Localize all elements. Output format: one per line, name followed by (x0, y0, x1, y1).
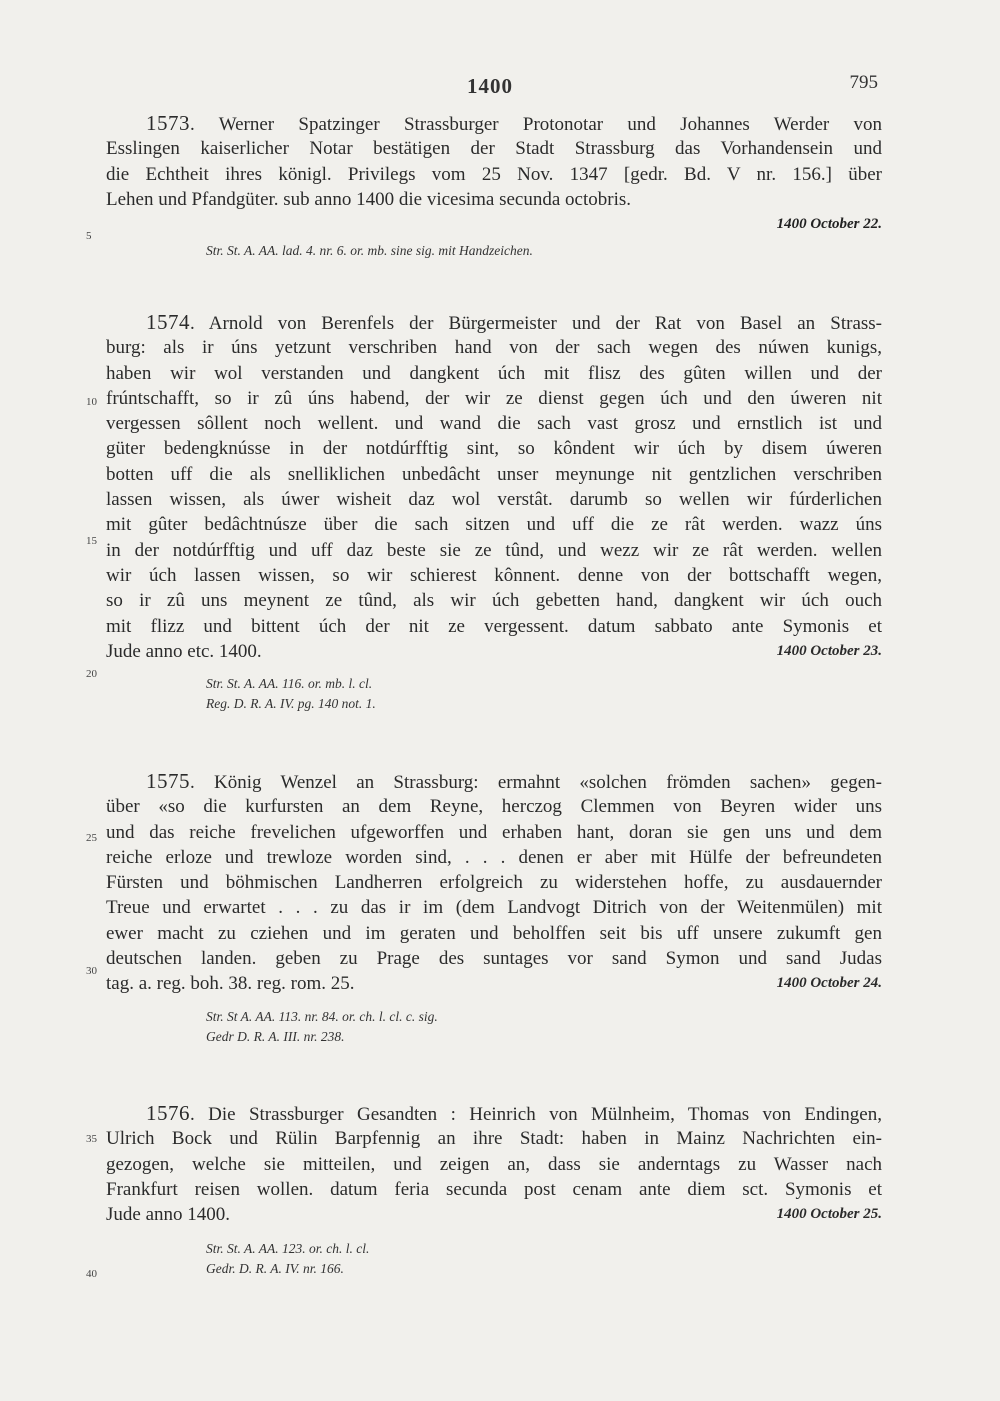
entry-last-line (106, 971, 882, 996)
entry-text-line: ewer macht zu cziehen und im geraten und beholffen seit bis uff unsere zukumft gen (106, 922, 882, 944)
entry-last-line (106, 1202, 882, 1227)
entry-text-line: gezogen, welche sie mitteilen, und zeigen an, dass sie anderntags zu Wasser nach (106, 1153, 882, 1175)
entry-text-line: Ulrich Bock und Rülin Barpfennig an ihre Stadt: haben in Mainz Nachrichten ein- (106, 1128, 882, 1150)
line-number-margin: 30 (86, 965, 97, 977)
entry-text-line: güter bedengknússe in der notdúrfftig sint, so kôndent wir úch by disem úweren (106, 438, 882, 460)
entry-number: 1573 (146, 111, 190, 135)
entry-date: 1400 October 25. (776, 1206, 882, 1223)
line-number-margin: 40 (86, 1268, 97, 1280)
page-number: 795 (849, 72, 878, 93)
source-citation: Gedr D. R. A. III. nr. 238. (206, 1028, 345, 1044)
entry-text-line: die Echtheit ihres königl. Privilegs vom 25 Nov. 1347 [gedr. Bd. V nr. 156.] über (106, 163, 882, 185)
entry-text-line: Jude anno 1400. (106, 1204, 231, 1226)
entry-date: 1400 October 23. (776, 642, 882, 659)
entry-first-line: 1576. Die Strassburger Gesandten : Heinrich von Mülnheim, Thomas von Endingen, (146, 1101, 882, 1125)
entry-text-line: Fürsten und böhmischen Landherren erfolgreich zu widerstehen hoffe, zu ausdauernder (106, 872, 882, 894)
entry-number: 1575 (146, 769, 190, 793)
entry-text-line: botten uff die als snelliklichen unbedâcht unser meynunge nit gentzlichen verschriben (106, 463, 882, 485)
source-citation: Str. St. A. AA. 116. or. mb. l. cl. (206, 676, 373, 692)
entry-text-line: reiche erloze und trewloze worden sind, . . . denen er aber mit Hülfe der befreundeten (106, 846, 882, 868)
entry-date: 1400 October 24. (776, 975, 882, 992)
entry-last-line (106, 639, 882, 664)
entry-text-line: haben wir wol verstanden und dangkent úch mit flisz des gûten willen und der (106, 362, 882, 384)
entry-text-line: Lehen und Pfandgüter. sub anno 1400 die vicesima secunda octobris. (106, 188, 632, 210)
entry-text-line: wir úch lassen wissen, so wir schierest kônnent. denne von der bottschafft wegen, (106, 564, 882, 586)
entry-text-line: und das reiche frevelichen ufgeworffen und erhaben hant, doran sie gen uns und dem (106, 821, 882, 843)
entry-text-line: tag. a. reg. boh. 38. reg. rom. 25. (106, 973, 355, 995)
entry-date: 1400 October 22. (776, 216, 882, 233)
entry-text-line: deutschen landen. geben zu Prage des suntages vor sand Symon und sand Judas (106, 948, 882, 970)
entry-text-line: Frankfurt reisen wollen. datum feria secunda post cenam ante diem sct. Symonis et (106, 1178, 882, 1200)
entry-text-line: Treue und erwartet . . . zu das ir im (dem Landvogt Ditrich von der Weitenmülen) mit (106, 897, 882, 919)
entry-text-line: über «so die kurfursten an dem Reyne, herczog Clemmen von Beyren wider uns (106, 796, 882, 818)
entry-text-line: frúntschafft, so ir zû úns habend, der wir ze dienst gegen úch und den úweren nit (106, 387, 882, 409)
source-citation: Str. St. A. AA. lad. 4. nr. 6. or. mb. sine sig. mit Handzeichen. (206, 243, 533, 259)
entry-text-line: mit gûter bedâchtnúsze über die sach sitzen und uff die ze rât werden. wazz úns (106, 514, 882, 536)
entry-text-line: so ir zû uns meynent ze tûnd, als wir úch gebetten hand, dangkent wir úch ouch (106, 590, 882, 612)
source-citation: Reg. D. R. A. IV. pg. 140 not. 1. (206, 696, 376, 712)
line-number-margin: 35 (86, 1133, 97, 1145)
entry-number: 1574 (146, 310, 190, 334)
entry-1574 (106, 310, 882, 714)
entry-first-line: 1574. Arnold von Berenfels der Bürgermeister und der Rat von Basel an Strass- (146, 310, 882, 334)
entry-text-line: vergessen sôllent noch wellent. und wand die sach vast grosz und ernstlich ist und (106, 413, 882, 435)
entry-number: 1576 (146, 1101, 190, 1125)
entry-first-line: 1575. König Wenzel an Strassburg: ermahnt «solchen frömden sachen» gegen- (146, 769, 882, 793)
line-number-margin: 5 (86, 230, 92, 242)
source-citation: Str. St A. AA. 113. nr. 84. or. ch. l. cl. c. sig. (206, 1008, 438, 1024)
line-number-margin: 15 (86, 535, 97, 547)
source-citation: Gedr. D. R. A. IV. nr. 166. (206, 1261, 344, 1277)
entry-1576 (106, 1101, 882, 1279)
entry-first-line: 1573. Werner Spatzinger Strassburger Protonotar und Johannes Werder von (146, 111, 882, 135)
entry-text-line: burg: als ir úns yetzunt verschriben hand von der sach wegen des núwen kunigs, (106, 337, 882, 359)
entry-text-line: lassen wissen, als úwer wisheit daz wol verstât. darumb so wellen wir fúrderlichen (106, 489, 882, 511)
entry-1573 (106, 111, 882, 261)
running-head-year: 1400 (467, 74, 513, 98)
entry-text-line: Esslingen kaiserlicher Notar bestätigen der Stadt Strassburg das Vorhandensein und (106, 138, 882, 160)
line-number-margin: 25 (86, 832, 97, 844)
entry-1575 (106, 769, 882, 1047)
entry-text-line: mit flizz und bittent úch der nit ze vergessent. datum sabbato ante Symonis et (106, 615, 882, 637)
line-number-margin: 20 (86, 668, 97, 680)
source-citation: Str. St. A. AA. 123. or. ch. l. cl. (206, 1241, 370, 1257)
entry-text-line: in der notdúrfftig und uff daz beste sie ze tûnd, und wezz wir ze rât werden. wellen (106, 539, 882, 561)
entry-text-line: Jude anno etc. 1400. (106, 640, 262, 662)
line-number-margin: 10 (86, 396, 97, 408)
